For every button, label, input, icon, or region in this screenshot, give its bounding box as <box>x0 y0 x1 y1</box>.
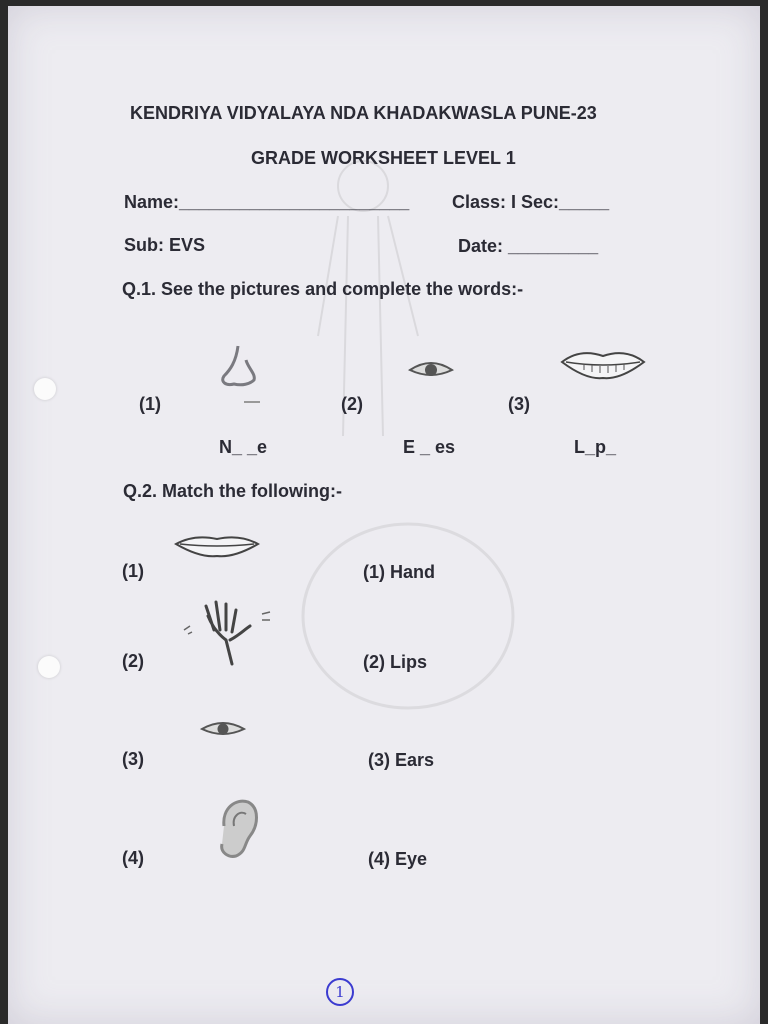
q2-option-hand: (1) Hand <box>363 562 435 582</box>
nose-icon <box>216 342 268 406</box>
q2-option-ears: (3) Ears <box>368 750 435 770</box>
eye-icon <box>200 718 246 740</box>
q2-option-eye: (4) Eye <box>368 849 428 869</box>
q2-left-number: (4) <box>122 848 144 868</box>
q1-number: (1) <box>139 394 161 414</box>
show-through-face <box>298 516 518 716</box>
hand-icon <box>178 596 274 668</box>
q1-word: L_p_ <box>574 437 617 457</box>
q1-word: N_ _e <box>219 437 268 457</box>
q2-left-number: (3) <box>122 749 144 769</box>
page-number: 1 <box>326 978 354 1006</box>
ear-icon <box>210 796 262 860</box>
punch-hole <box>38 656 60 678</box>
q1-number: (3) <box>508 394 530 414</box>
lips-icon <box>560 346 646 382</box>
class-field: Class: I Sec:_____ <box>452 192 610 212</box>
lips-icon <box>174 532 260 558</box>
punch-hole <box>34 378 56 400</box>
date-field: Date: _________ <box>458 236 599 256</box>
question-2: Q.2. Match the following:- <box>123 481 342 501</box>
q2-left-number: (2) <box>122 651 144 671</box>
q2-left-number: (1) <box>122 561 144 581</box>
school-title: KENDRIYA VIDYALAYA NDA KHADAKWASLA PUNE-23 <box>130 103 597 123</box>
worksheet-title: GRADE WORKSHEET LEVEL 1 <box>251 148 516 168</box>
q1-number: (2) <box>341 394 363 414</box>
q1-word: E _ es <box>403 437 456 457</box>
name-field: Name:_______________________ <box>124 192 410 212</box>
eye-icon <box>408 358 454 382</box>
subject-label: Sub: EVS <box>124 235 206 255</box>
q2-option-lips: (2) Lips <box>363 652 428 672</box>
question-1: Q.1. See the pictures and complete the words:- <box>122 279 524 299</box>
worksheet-page <box>8 6 760 1024</box>
